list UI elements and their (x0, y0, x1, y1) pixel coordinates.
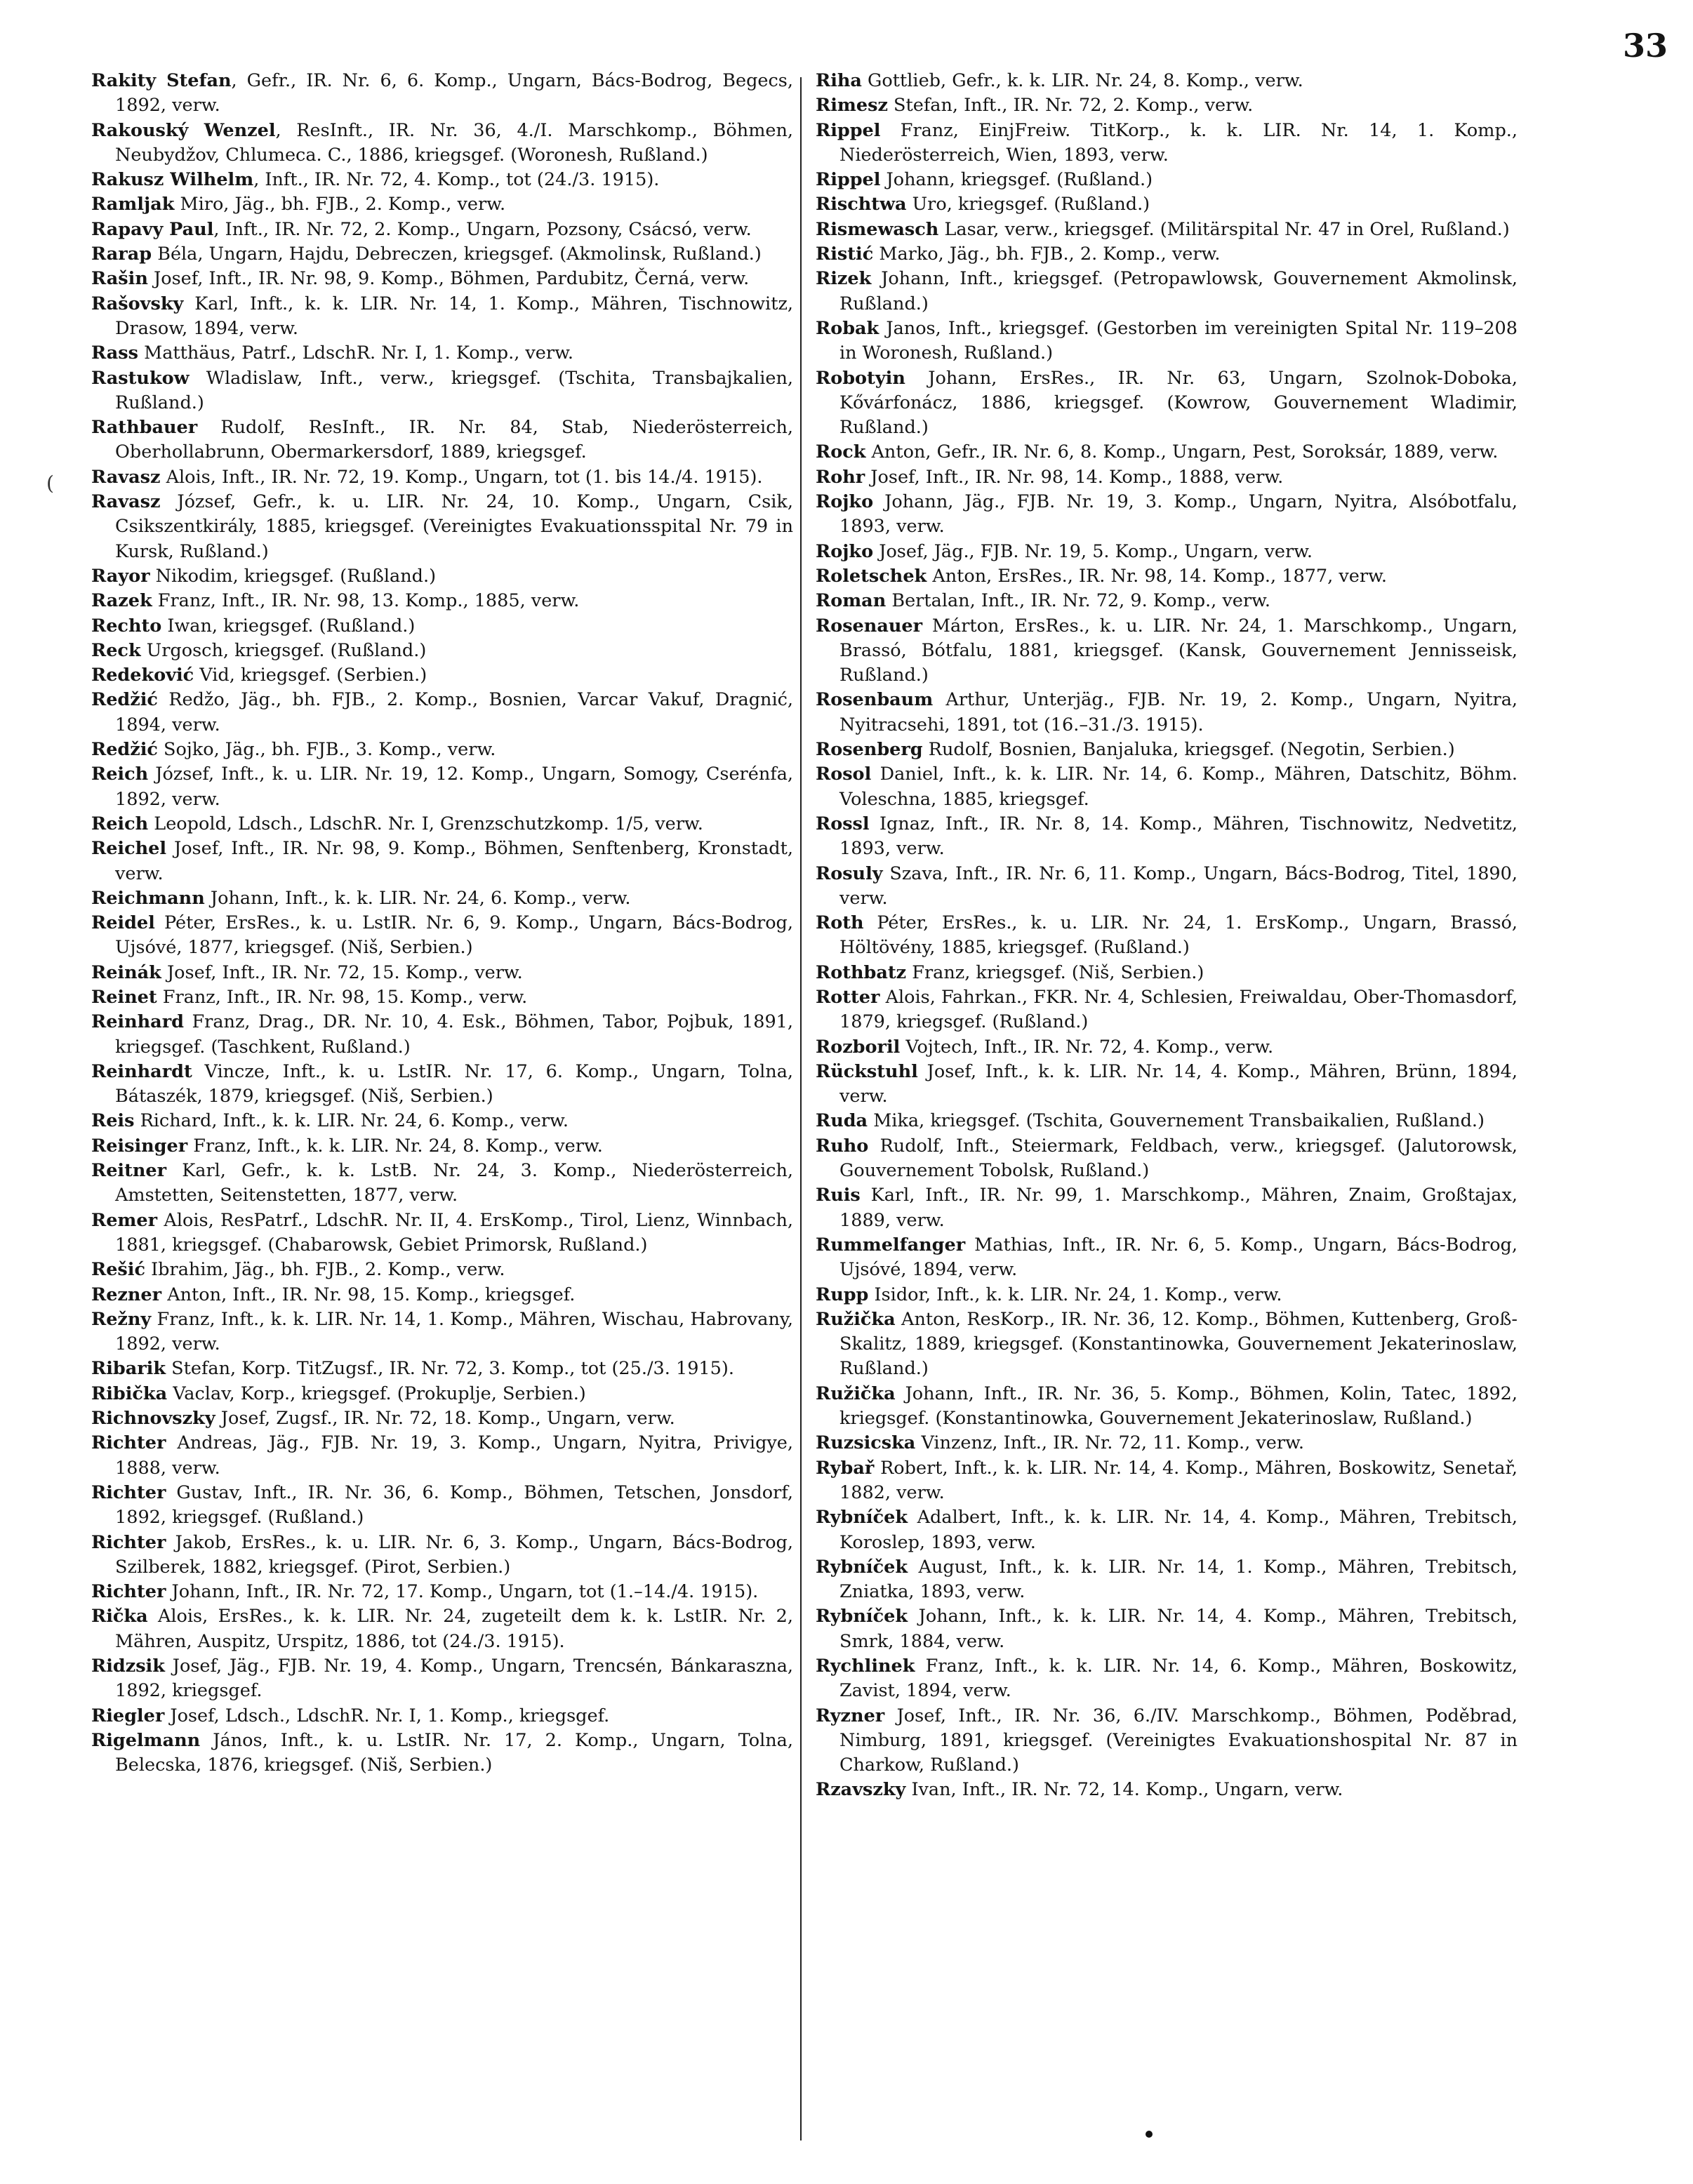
entry-surname: Reck (91, 639, 141, 661)
entry-surname: Rybař (816, 1457, 875, 1479)
register-entry (91, 1704, 793, 1729)
entry-details: Josef, Inft., IR. Nr. 36, 6./IV. Marschkomp., Böhmen, Poděbrad, Nimburg, 1891, kriegsgef. (Vereinigtes Evakuationshospital Nr. 87 in Charkow, Rußland.) (839, 1705, 1518, 1776)
entry-surname: Ruis (816, 1185, 861, 1206)
entry-details: Jakob, ErsRes., k. u. LIR. Nr. 6, 3. Komp., Ungarn, Bács-Bodrog, Szilberek, 1882, kriegsgef. (Pirot, Serbien.) (115, 1531, 793, 1578)
entry-surname: Robak (816, 317, 879, 339)
entry-details: , ResInft., IR. Nr. 36, 4./I. Marschkomp., Böhmen, Neubydžov, Chlumeca. C., 1886, kriegsgef. (Woronesh, Rußland.) (115, 119, 793, 166)
register-entry (816, 1307, 1518, 1382)
register-entry (816, 490, 1518, 540)
entry-surname: Rašovsky (91, 293, 184, 314)
register-entry (816, 812, 1518, 862)
entry-details: Franz, Inft., k. k. LIR. Nr. 14, 1. Komp., Mähren, Wischau, Habrovany, 1892, verw. (115, 1308, 793, 1355)
register-entry (91, 639, 793, 663)
entry-details: János, Inft., k. u. LstIR. Nr. 17, 2. Komp., Ungarn, Tolna, Belecska, 1876, kriegsgef. (Niš, Serbien.) (115, 1729, 793, 1776)
register-entry (816, 218, 1518, 242)
entry-details: Franz, EinjFreiw. TitKorp., k. k. LIR. Nr. 14, 1. Komp., Niederösterreich, Wien, 1893, verw. (839, 119, 1518, 166)
entry-surname: Richter (91, 1432, 166, 1454)
ink-dot (1146, 2131, 1153, 2138)
entry-surname: Rosol (816, 764, 872, 785)
entry-details: Alois, Inft., IR. Nr. 72, 19. Komp., Ungarn, tot (1. bis 14./4. 1915). (160, 466, 763, 488)
register-entry (91, 192, 793, 217)
entry-surname: Richnovszky (91, 1408, 215, 1430)
entry-details: Johann, Inft., IR. Nr. 36, 5. Komp., Böhmen, Kolin, Tatec, 1892, kriegsgef. (Konstantinowka, Gouvernement Jekaterinoslaw, Rußland.) (839, 1383, 1518, 1430)
entry-details: Márton, ErsRes., k. u. LIR. Nr. 24, 1. Marschkomp., Ungarn, Brassó, Bótfalu, 1881, kriegsgef. (Kansk, Gouvernement Jennisseisk, Rußland.) (839, 615, 1518, 686)
entry-surname: Rarap (91, 244, 152, 265)
register-entry (816, 762, 1518, 812)
register-entry (816, 1134, 1518, 1184)
register-entry (91, 218, 793, 242)
entry-surname: Ruho (816, 1135, 869, 1157)
register-entry (91, 589, 793, 613)
entry-details: Karl, Inft., IR. Nr. 99, 1. Marschkomp., Mähren, Znaim, Großtajax, 1889, verw. (839, 1185, 1518, 1231)
entry-details: Vincze, Inft., k. u. LstIR. Nr. 17, 6. Komp., Ungarn, Tolna, Bátaszék, 1879, kriegsgef. (Niš, Serbien.) (115, 1060, 793, 1107)
register-entry (91, 119, 793, 168)
entry-details: Johann, kriegsgef. (Rußland.) (880, 169, 1153, 191)
right-column (816, 69, 1518, 1803)
register-entry (816, 1233, 1518, 1283)
entry-details: Stefan, Korp. TitZugsf., IR. Nr. 72, 3. Komp., tot (25./3. 1915). (166, 1358, 734, 1380)
entry-details: Urgosch, kriegsgef. (Rußland.) (140, 639, 427, 661)
entry-surname: Razek (91, 590, 152, 612)
register-entry (816, 69, 1518, 93)
register-entry (91, 1307, 793, 1357)
register-entry (91, 1580, 793, 1604)
register-entry (91, 1109, 793, 1133)
entry-details: Josef, Inft., IR. Nr. 98, 9. Komp., Böhmen, Pardubitz, Černá, verw. (147, 268, 750, 290)
entry-surname: Rass (91, 342, 139, 364)
entry-details: , Gefr., IR. Nr. 6, 6. Komp., Ungarn, Bács-Bodrog, Begecs, 1892, verw. (115, 70, 793, 116)
register-entry (91, 168, 793, 192)
entry-details: Alois, ResPatrf., LdschR. Nr. II, 4. ErsKomp., Tirol, Lienz, Winnbach, 1881, kriegsgef. (Chabarowsk, Gebiet Primorsk, Rußland.) (115, 1209, 793, 1256)
entry-details: Franz, Drag., DR. Nr. 10, 4. Esk., Böhmen, Tabor, Pojbuk, 1891, kriegsgef. (Taschkent, Rußland.) (115, 1011, 793, 1058)
register-entry (816, 614, 1518, 688)
entry-details: Johann, Inft., k. k. LIR. Nr. 14, 4. Komp., Mähren, Trebitsch, Smrk, 1884, verw. (839, 1606, 1518, 1652)
entry-details: , Inft., IR. Nr. 72, 2. Komp., Ungarn, Pozsony, Csácsó, verw. (213, 218, 752, 240)
entry-details: Péter, ErsRes., k. u. LIR. Nr. 24, 1. ErsKomp., Ungarn, Brassó, Höltövény, 1885, kriegsgef. (Rußland.) (839, 912, 1518, 959)
entry-surname: Roth (816, 912, 864, 934)
register-entry (91, 1431, 793, 1481)
entry-surname: Rakusz Wilhelm (91, 169, 254, 191)
register-entry (91, 614, 793, 639)
entry-surname: Rigelmann (91, 1729, 201, 1751)
entry-details: Johann, Inft., IR. Nr. 72, 17. Komp., Ungarn, tot (1.–14./4. 1915). (166, 1581, 759, 1603)
register-entry (816, 1109, 1518, 1133)
register-entry (91, 1406, 793, 1431)
register-entry (91, 69, 793, 119)
register-entry (816, 1183, 1518, 1233)
register-entry (816, 1778, 1518, 1802)
register-entry (816, 540, 1518, 564)
entry-surname: Reisinger (91, 1135, 188, 1157)
register-entry (91, 292, 793, 342)
entry-surname: Rakity Stefan (91, 70, 232, 91)
register-entry (91, 762, 793, 812)
entry-surname: Reinhard (91, 1011, 184, 1033)
entry-surname: Rojko (816, 540, 874, 562)
entry-surname: Reich (91, 764, 149, 785)
register-entry (816, 985, 1518, 1035)
register-entry (91, 267, 793, 291)
entry-surname: Reichmann (91, 887, 205, 909)
entry-details: Alois, ErsRes., k. k. LIR. Nr. 24, zugeteilt dem k. k. LstIR. Nr. 2, Mähren, Auspitz, Urspitz, 1886, tot (24./3. 1915). (115, 1606, 793, 1652)
entry-surname: Rimesz (816, 95, 888, 116)
entry-details: József, Inft., k. u. LIR. Nr. 19, 12. Komp., Ungarn, Somogy, Cserénfa, 1892, verw. (115, 764, 793, 810)
entry-surname: Ruzsicska (816, 1432, 916, 1454)
entry-surname: Ruda (816, 1110, 868, 1132)
entry-details: Szava, Inft., IR. Nr. 6, 11. Komp., Ungarn, Bács-Bodrog, Titel, 1890, verw. (839, 863, 1518, 909)
entry-details: Josef, Inft., IR. Nr. 98, 14. Komp., 1888, verw. (865, 466, 1284, 488)
entry-details: Gustav, Inft., IR. Nr. 36, 6. Komp., Böhmen, Tetschen, Jonsdorf, 1892, kriegsgef. (Rußland.) (115, 1481, 793, 1529)
entry-details: Johann, Jäg., FJB. Nr. 19, 3. Komp., Ungarn, Nyitra, Alsóbotfalu, 1893, verw. (839, 491, 1518, 538)
entry-details: Josef, Jäg., FJB. Nr. 19, 5. Komp., Ungarn, verw. (873, 540, 1313, 562)
entry-details: Ignaz, Inft., IR. Nr. 8, 14. Komp., Mähren, Tischnowitz, Nedvetitz, 1893, verw. (839, 813, 1518, 860)
register-entry (816, 1431, 1518, 1456)
register-entry (91, 837, 793, 886)
entry-details: Josef, Zugsf., IR. Nr. 72, 18. Komp., Ungarn, verw. (215, 1408, 675, 1430)
entry-surname: Riha (816, 70, 862, 91)
register-entry (91, 886, 793, 911)
entry-surname: Ružička (816, 1308, 896, 1330)
entry-details: Rudolf, ResInft., IR. Nr. 84, Stab, Niederösterreich, Oberhollabrunn, Obermarkersdorf, 1889, kriegsgef. (115, 417, 793, 463)
entry-details: Isidor, Inft., k. k. LIR. Nr. 24, 1. Komp., verw. (868, 1284, 1282, 1305)
entry-surname: Ristić (816, 244, 874, 265)
entry-surname: Rosenauer (816, 615, 923, 637)
entry-details: Matthäus, Patrf., LdschR. Nr. I, 1. Komp., verw. (138, 342, 573, 364)
entry-details: Redžo, Jäg., bh. FJB., 2. Komp., Bosnien, Varcar Vakuf, Dragnić, 1894, verw. (115, 689, 793, 735)
entry-surname: Rakouský Wenzel (91, 119, 276, 141)
entry-surname: Rybníček (816, 1606, 908, 1627)
entry-details: Ivan, Inft., IR. Nr. 72, 14. Komp., Ungarn, verw. (905, 1779, 1343, 1801)
entry-surname: Redžić (91, 689, 158, 711)
register-entry (91, 1357, 793, 1381)
register-entry (91, 415, 793, 465)
register-entry (91, 1654, 793, 1704)
register-entry (816, 119, 1518, 168)
entry-surname: Ravasz (91, 491, 161, 513)
register-entry (816, 168, 1518, 192)
entry-details: Karl, Inft., k. k. LIR. Nr. 14, 1. Komp., Mähren, Tischnowitz, Drasow, 1894, verw. (115, 293, 793, 339)
entry-surname: Rismewasch (816, 218, 939, 240)
entry-surname: Richter (91, 1481, 166, 1503)
register-entry (816, 738, 1518, 762)
register-entry (816, 440, 1518, 465)
entry-details: Gottlieb, Gefr., k. k. LIR. Nr. 24, 8. Komp., verw. (861, 70, 1303, 91)
register-entry (91, 242, 793, 267)
entry-details: Sojko, Jäg., bh. FJB., 3. Komp., verw. (157, 739, 496, 761)
register-entry (816, 366, 1518, 441)
entry-surname: Rešić (91, 1259, 145, 1281)
entry-surname: Rosuly (816, 863, 883, 884)
entry-details: Mika, kriegsgef. (Tschita, Gouvernement Transbaikalien, Rußland.) (868, 1110, 1485, 1132)
entry-surname: Reichel (91, 838, 167, 860)
register-entry (816, 1456, 1518, 1506)
register-entry (816, 1654, 1518, 1704)
entry-surname: Rezner (91, 1284, 162, 1305)
entry-surname: Rupp (816, 1284, 869, 1305)
entry-details: Vinzenz, Inft., IR. Nr. 72, 11. Komp., verw. (915, 1432, 1304, 1454)
entry-details: Anton, Gefr., IR. Nr. 6, 8. Komp., Ungarn, Pest, Soroksár, 1889, verw. (865, 441, 1499, 463)
entry-surname: Rathbauer (91, 417, 198, 439)
entry-details: August, Inft., k. k. LIR. Nr. 14, 1. Komp., Mähren, Trebitsch, Zniatka, 1893, verw. (839, 1556, 1518, 1603)
entry-details: Franz, Inft., IR. Nr. 98, 15. Komp., verw. (157, 986, 528, 1008)
entry-surname: Rossl (816, 813, 870, 834)
entry-surname: Rothbatz (816, 961, 907, 983)
entry-surname: Rayor (91, 565, 150, 587)
register-entry (91, 961, 793, 985)
entry-surname: Rička (91, 1606, 148, 1627)
entry-details: Lasar, verw., kriegsgef. (Militärspital Nr. 47 in Orel, Rußland.) (938, 218, 1510, 240)
entry-details: Josef, Inft., IR. Nr. 98, 9. Komp., Böhmen, Senftenberg, Kronstadt, verw. (115, 838, 793, 884)
entry-details: Robert, Inft., k. k. LIR. Nr. 14, 4. Komp., Mähren, Boskowitz, Senetař, 1882, verw. (839, 1457, 1518, 1503)
entry-surname: Redeković (91, 665, 194, 686)
left-column (91, 69, 793, 1778)
entry-details: Béla, Ungarn, Hajdu, Debreczen, kriegsgef. (Akmolinsk, Rußland.) (152, 244, 762, 265)
entry-details: Arthur, Unterjäg., FJB. Nr. 19, 2. Komp., Ungarn, Nyitra, Nyitracsehi, 1891, tot (16.–31./3. 1915). (839, 689, 1518, 735)
entry-surname: Roletschek (816, 565, 927, 587)
entry-details: Franz, kriegsgef. (Niš, Serbien.) (906, 961, 1204, 983)
entry-details: Richard, Inft., k. k. LIR. Nr. 24, 6. Komp., verw. (134, 1110, 569, 1132)
register-entry (816, 465, 1518, 490)
entry-details: Bertalan, Inft., IR. Nr. 72, 9. Komp., verw. (886, 590, 1270, 612)
register-entry (91, 911, 793, 961)
entry-details: Marko, Jäg., bh. FJB., 2. Komp., verw. (873, 244, 1221, 265)
entry-details: Josef, Inft., IR. Nr. 72, 15. Komp., verw. (161, 961, 523, 983)
entry-details: Andreas, Jäg., FJB. Nr. 19, 3. Komp., Ungarn, Nyitra, Privigye, 1888, verw. (115, 1432, 793, 1479)
entry-details: Adalbert, Inft., k. k. LIR. Nr. 14, 4. Komp., Mähren, Trebitsch, Koroslep, 1893, verw. (839, 1507, 1518, 1553)
entry-details: Anton, ErsRes., IR. Nr. 98, 14. Komp., 1877, verw. (927, 565, 1387, 587)
entry-details: Ibrahim, Jäg., bh. FJB., 2. Komp., verw. (145, 1259, 505, 1281)
entry-surname: Ryzner (816, 1705, 885, 1726)
entry-surname: Reidel (91, 912, 155, 934)
entry-details: Josef, Jäg., FJB. Nr. 19, 4. Komp., Ungarn, Trencsén, Bánkaraszna, 1892, kriegsgef. (115, 1656, 793, 1702)
entry-details: Johann, Inft., kriegsgef. (Petropawlowsk, Gouvernement Akmolinsk, Rußland.) (839, 268, 1518, 314)
entry-details: Daniel, Inft., k. k. LIR. Nr. 14, 6. Komp., Mähren, Datschitz, Böhm. Voleschna, 1885, kriegsgef. (839, 764, 1518, 810)
column-divider (800, 77, 802, 2140)
entry-surname: Rotter (816, 986, 880, 1008)
register-entry (91, 1258, 793, 1282)
entry-details: Vaclav, Korp., kriegsgef. (Prokuplje, Serbien.) (167, 1383, 586, 1404)
register-entry (816, 267, 1518, 317)
entry-surname: Reitner (91, 1160, 167, 1182)
register-entry (816, 911, 1518, 961)
entry-surname: Rechto (91, 615, 162, 637)
entry-details: , Inft., IR. Nr. 72, 4. Komp., tot (24./3. 1915). (253, 169, 660, 191)
entry-details: Miro, Jäg., bh. FJB., 2. Komp., verw. (174, 194, 506, 215)
entry-surname: Rohr (816, 466, 865, 488)
register-entry (91, 490, 793, 564)
entry-details: József, Gefr., k. u. LIR. Nr. 24, 10. Komp., Ungarn, Csik, Csikszentkirály, 1885, kriegsgef. (Vereinigtes Evakuationsspital Nr. 79 in Kursk, Rußland.) (115, 491, 793, 562)
entry-surname: Roman (816, 590, 887, 612)
entry-details: Franz, Inft., k. k. LIR. Nr. 14, 6. Komp., Mähren, Boskowitz, Zavist, 1894, verw. (839, 1656, 1518, 1702)
entry-details: Iwan, kriegsgef. (Rußland.) (161, 615, 416, 637)
register-entry (816, 192, 1518, 217)
entry-details: Johann, Inft., k. k. LIR. Nr. 24, 6. Komp., verw. (204, 887, 631, 909)
register-entry (816, 564, 1518, 589)
entry-surname: Richter (91, 1581, 166, 1603)
entry-details: Karl, Gefr., k. k. LstB. Nr. 24, 3. Komp., Niederösterreich, Amstetten, Seitenstetten, 1877, verw. (115, 1160, 793, 1206)
entry-surname: Redžić (91, 739, 158, 761)
entry-surname: Rojko (816, 491, 874, 513)
register-entry (816, 589, 1518, 613)
entry-surname: Rastukow (91, 367, 190, 389)
register-entry (91, 341, 793, 366)
entry-details: Josef, Inft., k. k. LIR. Nr. 14, 4. Komp., Mähren, Brünn, 1894, verw. (839, 1060, 1518, 1107)
entry-surname: Rapavy Paul (91, 218, 214, 240)
register-entry (816, 1382, 1518, 1432)
register-entry (91, 1481, 793, 1531)
entry-details: Nikodim, kriegsgef. (Rußland.) (150, 565, 437, 587)
entry-surname: Reinák (91, 961, 161, 983)
register-entry (816, 688, 1518, 738)
register-entry (91, 564, 793, 589)
register-entry (91, 985, 793, 1010)
entry-surname: Richter (91, 1531, 166, 1553)
entry-surname: Robotyin (816, 367, 905, 389)
entry-surname: Rischtwa (816, 194, 907, 215)
entry-details: Alois, Fahrkan., FKR. Nr. 4, Schlesien, Freiwaldau, Ober-Thomasdorf, 1879, kriegsgef. (Rußland.) (839, 986, 1518, 1033)
entry-surname: Rybníček (816, 1507, 908, 1529)
entry-details: Janos, Inft., kriegsgef. (Gestorben im vereinigten Spital Nr. 119–208 in Woronesh, Rußland.) (839, 317, 1518, 364)
entry-surname: Rzavszky (816, 1779, 906, 1801)
register-entry (816, 1060, 1518, 1110)
register-entry (816, 1505, 1518, 1555)
entry-details: Franz, Inft., k. k. LIR. Nr. 24, 8. Komp., verw. (187, 1135, 603, 1157)
entry-surname: Rippel (816, 119, 881, 141)
register-entry (816, 961, 1518, 985)
register-entry (816, 242, 1518, 267)
register-entry (91, 465, 793, 490)
entry-surname: Rosenbaum (816, 689, 934, 711)
register-entry (91, 738, 793, 762)
entry-details: Josef, Ldsch., LdschR. Nr. I, 1. Komp., kriegsgef. (164, 1705, 610, 1726)
register-entry (91, 1283, 793, 1307)
entry-details: Stefan, Inft., IR. Nr. 72, 2. Komp., verw. (887, 95, 1254, 116)
entry-details: Péter, ErsRes., k. u. LstIR. Nr. 6, 9. Komp., Ungarn, Bács-Bodrog, Ujsóvé, 1877, kriegsgef. (Niš, Serbien.) (115, 912, 793, 959)
entry-surname: Reinhardt (91, 1060, 192, 1082)
entry-surname: Režny (91, 1308, 152, 1330)
register-entry (91, 366, 793, 416)
entry-surname: Rückstuhl (816, 1060, 918, 1082)
entry-surname: Rock (816, 441, 866, 463)
register-entry (91, 1531, 793, 1580)
register-entry (91, 1208, 793, 1258)
entry-details: Rudolf, Inft., Steiermark, Feldbach, verw., kriegsgef. (Jalutorowsk, Gouvernement Tobolsk, Rußland.) (839, 1135, 1518, 1182)
register-entry (816, 1555, 1518, 1605)
entry-surname: Ribarik (91, 1358, 166, 1380)
entry-surname: Reis (91, 1110, 135, 1132)
entry-details: Vid, kriegsgef. (Serbien.) (194, 665, 427, 686)
register-entry (816, 1283, 1518, 1307)
entry-surname: Reinet (91, 986, 157, 1008)
entry-details: Vojtech, Inft., IR. Nr. 72, 4. Komp., verw. (900, 1036, 1274, 1058)
entry-surname: Rizek (816, 268, 872, 290)
entry-details: Wladislaw, Inft., verw., kriegsgef. (Tschita, Transbajkalien, Rußland.) (115, 367, 793, 413)
register-entry (91, 1382, 793, 1406)
entry-details: Johann, ErsRes., IR. Nr. 63, Ungarn, Szolnok-Doboka, Kővárfonácz, 1886, kriegsgef. (Kowrow, Gouvernement Wladimir, Rußland.) (839, 367, 1518, 439)
entry-surname: Rychlinek (816, 1656, 915, 1677)
entry-surname: Ridzsik (91, 1656, 165, 1677)
register-entry (816, 1704, 1518, 1778)
entry-surname: Rippel (816, 169, 881, 191)
register-entry (91, 1134, 793, 1159)
entry-surname: Riegler (91, 1705, 165, 1726)
margin-mark: ( (46, 472, 54, 495)
register-entry (816, 1604, 1518, 1654)
entry-surname: Rašin (91, 268, 148, 290)
entry-details: Franz, Inft., IR. Nr. 98, 13. Komp., 1885, verw. (152, 590, 580, 612)
page-number: 33 (1622, 27, 1668, 65)
register-entry (816, 1035, 1518, 1060)
entry-details: Leopold, Ldsch., LdschR. Nr. I, Grenzschutzkomp. 1/5, verw. (148, 813, 703, 834)
entry-surname: Ramljak (91, 194, 175, 215)
entry-details: Anton, ResKorp., IR. Nr. 36, 12. Komp., Böhmen, Kuttenberg, Groß-Skalitz, 1889, kriegsgef. (Konstantinowka, Gouvernement Jekaterinoslaw, Rußland.) (839, 1308, 1518, 1380)
register-entry (91, 1729, 793, 1778)
entry-surname: Reich (91, 813, 149, 834)
register-entry (91, 812, 793, 837)
entry-surname: Remer (91, 1209, 158, 1231)
register-entry (91, 1604, 793, 1654)
register-entry (91, 1060, 793, 1110)
entry-surname: Rummelfanger (816, 1234, 966, 1256)
entry-surname: Ravasz (91, 466, 161, 488)
entry-surname: Rozboril (816, 1036, 901, 1058)
register-entry (816, 862, 1518, 912)
entry-surname: Rybníček (816, 1556, 908, 1578)
register-entry (91, 1159, 793, 1208)
register-entry (91, 663, 793, 688)
entry-surname: Ružička (816, 1383, 896, 1404)
entry-surname: Ribička (91, 1383, 168, 1404)
register-entry (816, 93, 1518, 118)
register-entry (816, 317, 1518, 366)
register-entry (91, 1010, 793, 1060)
entry-surname: Rosenberg (816, 739, 923, 761)
entry-details: Rudolf, Bosnien, Banjaluka, kriegsgef. (Negotin, Serbien.) (922, 739, 1455, 761)
entry-details: Mathias, Inft., IR. Nr. 6, 5. Komp., Ungarn, Bács-Bodrog, Ujsóvé, 1894, verw. (839, 1234, 1518, 1281)
register-entry (91, 688, 793, 738)
entry-details: Anton, Inft., IR. Nr. 98, 15. Komp., kriegsgef. (161, 1284, 576, 1305)
entry-details: Uro, kriegsgef. (Rußland.) (906, 194, 1150, 215)
